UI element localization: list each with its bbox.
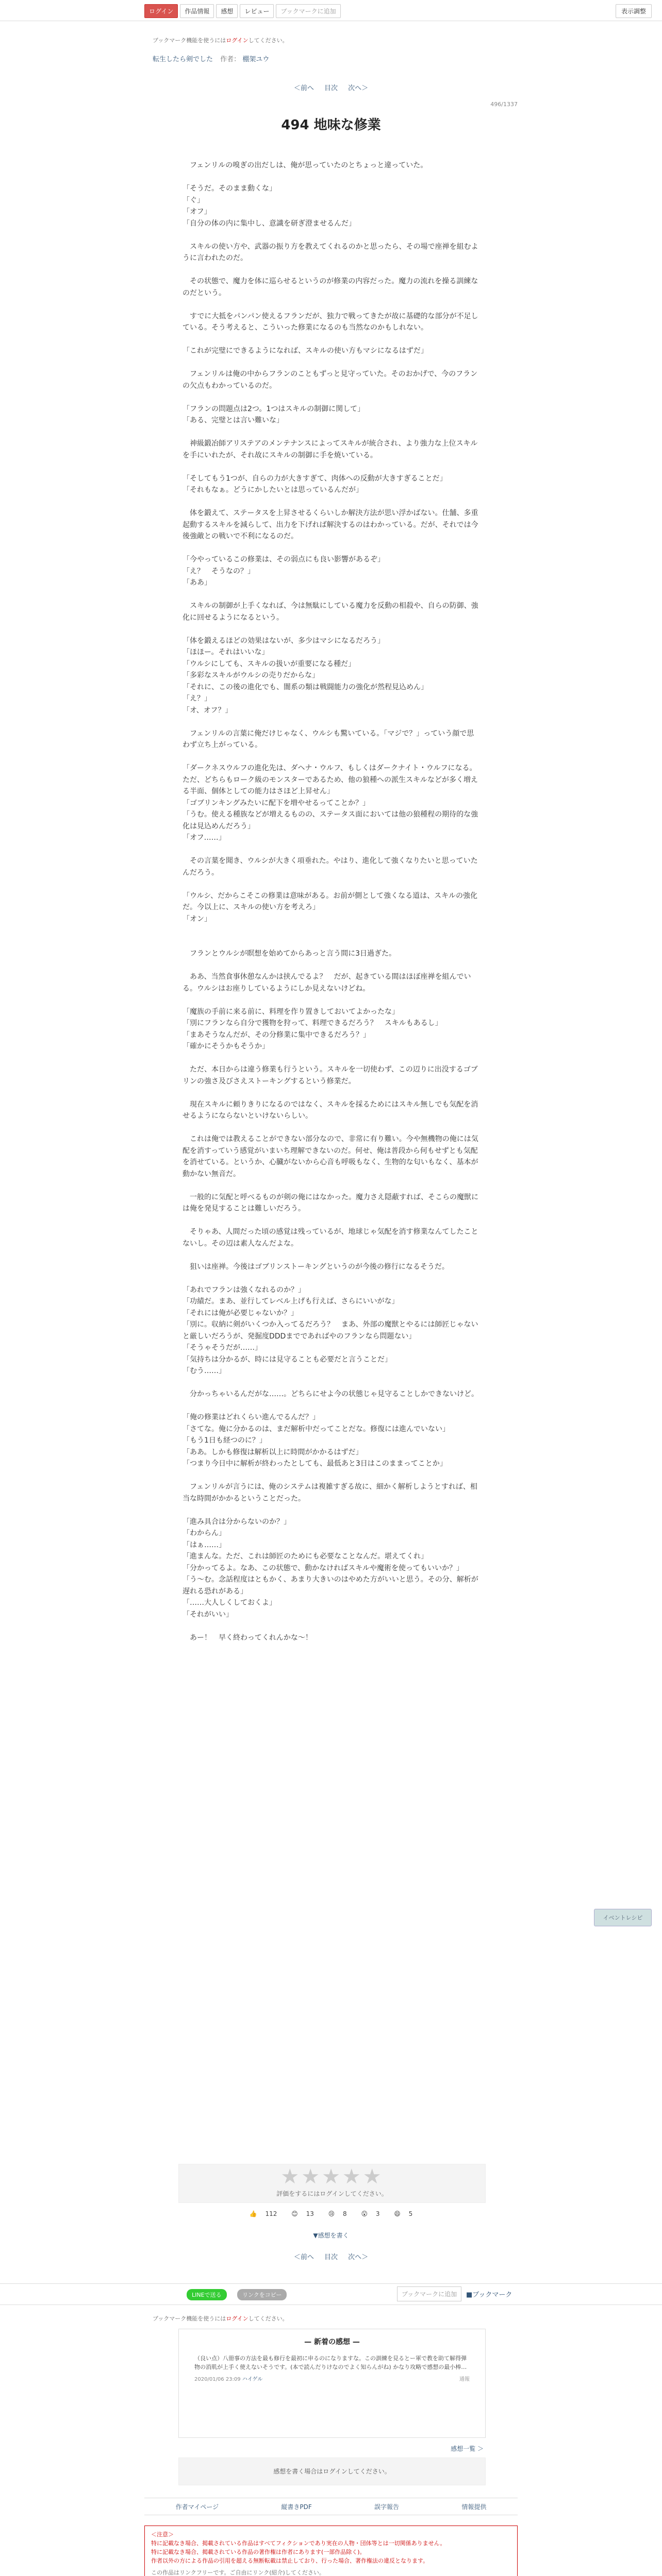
caution-line: 特に記載なき場合、掲載されている作品はすべてフィクションであり実在の人物・団体等とは一切関係ありません。 (151, 2540, 446, 2547)
body-line: ただ、本日からは違う修業も行うという。スキルを一切使わず、この辺りに出没するゴブリンの強さ及びさえストーキングするという修業だ。 (183, 1065, 478, 1086)
body-line: 「さてな。俺に分かるのは、まだ解析中だってことだな。修復には進んでいない」 (183, 1425, 450, 1433)
body-line: 「はぁ……」 (183, 1540, 226, 1549)
reaction-count: 3 (375, 2210, 380, 2217)
copy-link-button[interactable]: リンクをコピー (237, 2289, 287, 2300)
review-meta (194, 2375, 470, 2382)
body-line: 「それには俺が必要じゃないか？」 (183, 1309, 298, 1317)
body-line: あー！ 早く終わってくれんかな～！ (183, 1633, 312, 1642)
body-line (183, 844, 479, 856)
bookmark-notice-bottom (153, 2314, 288, 2323)
body-line: 「ウルシにしても、スキルの扱いが重要になる種だ」 (183, 659, 356, 668)
notice-suffix: してください。 (248, 2315, 288, 2322)
chapter-number: 496/1337 (490, 101, 518, 108)
top-nav (144, 4, 343, 18)
body-line (183, 427, 479, 438)
notice-prefix: ブックマーク機能を使うには (153, 2315, 226, 2322)
surprise-icon: 😮 (361, 2210, 368, 2217)
body-line (183, 623, 479, 635)
body-line (183, 1122, 479, 1134)
login-to-review: 感想を書く場合はログインしてください。 (178, 2458, 486, 2485)
review-author-link[interactable]: ハイゲル (242, 2377, 263, 2382)
body-line (183, 1504, 479, 1516)
body-line: フェンリルの言葉に俺だけじゃなく、ウルシも驚いている。「マジで？」っていう顔で思わず立ち上がっている。 (183, 729, 474, 749)
body-line: 「もう1日も経つのに？」 (183, 1436, 267, 1445)
body-line: 「それがいい」 (183, 1610, 233, 1619)
notice-suffix: してください。 (248, 37, 288, 44)
author-page-link[interactable]: 作者マイページ (175, 2503, 219, 2511)
caution-line: 作者以外の方による作品の引用を超える無断転載は禁止しており、行った場合、著作権法の違反となります。 (151, 2557, 429, 2564)
toc-link[interactable]: 目次 (324, 2253, 338, 2261)
caution-box (144, 2526, 518, 2576)
review-heading: — 新着の感想 — (304, 2338, 360, 2346)
body-line (183, 1249, 479, 1261)
body-line: 「ある、完璧とは言い難いな」 (183, 416, 284, 425)
body-line: 「功績だ。まあ、並行してレベル上げも行えば、さらにいいがな」 (183, 1297, 399, 1306)
body-line: 「そうだ。そのまま動くな」 (183, 184, 276, 193)
body-line: スキルの制御が上手くなれば、今は無駄にしている魔力を反動の相殺や、自らの防御、強化に回せるようになるという。 (183, 602, 478, 622)
body-line: 「そしてもう1つが、自らの力が大きすぎて、肉体への反動が大きすぎることだ」 (183, 474, 447, 483)
body-line: 神級鍛冶師アリステアのメンテナンスによってスキルが統合され、より強力な上位スキルを手にいれたが、それ故にスキルの制御に手を焼いている。 (183, 439, 478, 460)
rating-stars[interactable]: ★★★★★ (280, 2165, 384, 2189)
line-share-button[interactable]: LINEで送る (187, 2289, 227, 2300)
caution-heading: ＜注意＞ (151, 2531, 174, 2538)
review-text: （良い点）八冊事の方法を最も修行を最初に申るのになりますな。この訓練を見るとー軍で教を助て解得弾物の消肌が上手く使えないそうです。(本で読んだりけなのでよく知らんがね) かなり攻略で感想の最小棒… (194, 2355, 467, 2370)
body-line: 「進み具合は分からないのか？」 (183, 1517, 291, 1526)
reaction-count: 13 (306, 2210, 314, 2217)
info-provide-link[interactable]: 情報提供 (461, 2503, 487, 2511)
body-line: 現在スキルに頼りきりになるのではなく、スキルを採るためにはスキル無しでも気配を消せるようにならないといけないらしい。 (183, 1100, 478, 1120)
body-line (183, 543, 479, 554)
body-line: 「多彩なスキルがウルシの売りだからな」 (183, 671, 320, 680)
thumbs-up-icon: 👍 (249, 2210, 257, 2217)
body-line: 「オン」 (183, 914, 211, 923)
display-settings-button[interactable]: 表示調整 (616, 4, 652, 18)
body-line: 「オフ……」 (183, 834, 226, 842)
reaction-count: 112 (265, 2210, 277, 2217)
laugh-icon: 😄 (394, 2210, 401, 2217)
body-line: そりゃあ、人間だった頃の感覚は残っているが、地球じゃ気配を消す修業なんてしたことないし。その辺は素人なんだよな。 (183, 1228, 478, 1248)
body-line (183, 1215, 479, 1227)
body-line (183, 357, 479, 369)
review-button[interactable]: レビュー (240, 4, 274, 18)
body-line: 「わからん」 (183, 1529, 226, 1537)
reaction-bar (0, 2210, 662, 2217)
body-line (183, 392, 479, 403)
smile-icon: 😊 (291, 2210, 298, 2217)
rating-box (178, 2164, 486, 2203)
body-line: 「まあそうなんだが、その分修業に集中できるだろう？」 (183, 1030, 370, 1039)
body-line: 体を鍛えて、ステータスを上昇させるくらいしか解決方法が思い浮かばない。仕舗、多重起動するスキルを減らして、出力を下げれば解決するのはわかっている。だが、それでは今後強敵との戦いで不利になるのだ。 (183, 509, 478, 540)
body-line: これは俺では教えることができない部分なので、非常に有り難い。今や無機物の俺には気配を消すっていう感覚がいまいち理解できないのだ。何せ、俺は普段から何もせずとも気配を消せている。というか、心臓がないから心音も呼吸もなく、生物的な匂いもなく、基本が動かない無音だ。 (183, 1135, 478, 1178)
body-line: フェンリルは俺の中からフランのこともずっと見守っていた。そのおかげで、今のフランの欠点もわかっているのだ。 (183, 370, 478, 390)
pager-bottom (0, 2251, 662, 2261)
body-line: 「……大人しくしておくよ」 (183, 1599, 276, 1607)
body-line: 「別にフランなら自分で獲物を狩って、料理できるだろう？ スキルもあるし」 (183, 1019, 442, 1027)
body-line (183, 1087, 479, 1099)
body-line (183, 334, 479, 346)
body-line (183, 1470, 479, 1482)
series-title-link[interactable]: 転生したら剣でした (153, 56, 213, 63)
body-line (183, 264, 479, 276)
series-info (153, 54, 269, 63)
body-line (183, 461, 479, 473)
body-line: フェンリルが言うには、俺のシステムは複雑すぎる故に、細かく解析しようとすれば、相当な時間がかかるということだった。 (183, 1483, 477, 1503)
rating-hint: 評価をするにはログインしてください。 (276, 2190, 388, 2197)
body-line (183, 229, 479, 241)
body-line (183, 1053, 479, 1064)
reaction-item[interactable] (391, 2210, 416, 2217)
body-line: ああ、当然食事休憩なんかは挟んでるよ？ だが、起きている間はほぼ座禅を組んでいる。ウルシはお座りしているようにしか見えないけどね。 (183, 973, 471, 993)
body-line: 「ぐ」 (183, 196, 204, 205)
notice-login-link[interactable]: ログイン (226, 37, 249, 44)
author-label: 作者： (220, 56, 241, 63)
body-line: 「自分の体の内に集中し、意識を研ぎ澄ませるんだ」 (183, 219, 356, 228)
works-info-button[interactable]: 作品情報 (180, 4, 214, 18)
author-link[interactable]: 棚架ユウ (242, 56, 270, 63)
bookmark-add-button-bottom[interactable]: ブックマークに追加 (397, 2286, 461, 2301)
footer-links (144, 2498, 518, 2515)
body-line: 「え？ そうなの？」 (183, 567, 255, 575)
body-line: その状態で、魔力を体に巡らせるというのが修業の内容だった。魔力の流れを操る訓練なのだという。 (183, 277, 478, 297)
impressions-button[interactable]: 感想 (216, 4, 238, 18)
body-line: 「これが完璧にできるようになれば、スキルの使い方もマシになるはずだ」 (183, 347, 428, 355)
caution-note: この作品はリンクフリーです。ご自由にリンク(紹介)してください。 (151, 2569, 325, 2576)
body-line: 「それもなぁ。どうにかしたいとは思っているんだが」 (183, 486, 363, 494)
body-line: 「魔族の手前に来る前に、料理を作り置きしておいてよかったな」 (183, 1007, 399, 1016)
body-line: 「別に。収納に剣がいくつか入ってるだろう？ まあ、外部の魔獣とやるには師匠じゃないと厳しいだろうが、発掘度DDDまでであればやのフランなら問題ない」 (183, 1320, 478, 1341)
caution-line: 特に記載なき場合、掲載されている作品の著作権は作者にあります(一部作品除く)。 (151, 2549, 366, 2555)
notice-prefix: ブックマーク機能を使うには (153, 37, 226, 44)
reaction-count: 5 (408, 2210, 413, 2217)
body-line: 「確かにそうかもそうか」 (183, 1042, 269, 1050)
vertical-pdf-link[interactable]: 縦書きPDF (281, 2503, 312, 2511)
body-line: 「うむ。使える種族などが増えるものの、ステータス面においては他の狼種程の期待的な強化は見込めんだろう」 (183, 810, 478, 831)
body-line: すでに大抵をパンパン使えるフランだが、独力で戦ってきたが故に基礎的な部分が不足している。そう考えると、こういった修業になるのも当然なのかもしれない。 (183, 312, 478, 332)
body-line (183, 937, 479, 948)
body-line (183, 1400, 479, 1412)
body-line (183, 172, 479, 183)
notice-login-link[interactable]: ログイン (226, 2315, 249, 2322)
cry-icon: 😢 (328, 2210, 335, 2217)
body-line: 「つまり今日中に解析が終わったとしても、最低あと3日はこのままってことか」 (183, 1460, 447, 1468)
reaction-item[interactable] (358, 2210, 383, 2217)
body-line: 「分かってるよ。なあ、この状態で、動かなければスキルや魔術を使ってもいいか？」 (183, 1564, 464, 1572)
body-line: フェンリルの嗅ぎの出だしは、俺が思っていたのとちょっと違っていた。 (183, 161, 428, 170)
login-button[interactable]: ログイン (144, 4, 178, 18)
body-line: 「ウルシ、だからこそこの修業は意味がある。お前が側として強くなる道は、スキルの強化だ。今以上に、スキルの使い方を考えろ」 (183, 891, 477, 911)
review-list-link[interactable]: 感想一覧 ＞ (451, 2445, 484, 2452)
body-line (183, 878, 479, 890)
body-line: 「オフ」 (183, 208, 211, 216)
chapter-title: 494 地味な修業 (281, 117, 381, 133)
body-line: 「ああ。しかも修復は解析以上に時間がかかるはずだ」 (183, 1448, 363, 1456)
bookmark-notice (153, 36, 288, 44)
review-date: 2020/01/06 23:09 (194, 2377, 241, 2382)
body-line: スキルの使い方や、武器の振り方を教えてくれるのかと思ったら、その場で座禅を組むように言われたのだ。 (183, 242, 478, 262)
body-line: 分かっちゃいるんだがな……。どちらにせよ今の状態じゃ見守ることしかできないけど。 (183, 1390, 478, 1398)
body-line (183, 960, 479, 972)
body-line: 一般的に気配と呼べるものが剣の俺にはなかった。魔力さえ隠蔽すれば、そこらの魔獣には俺を発見することは難しいだろう。 (183, 1193, 478, 1213)
body-line: 「ああ」 (183, 579, 211, 587)
body-line (183, 1377, 479, 1389)
body-line (183, 496, 479, 508)
prev-link[interactable]: ＜前へ (293, 2253, 314, 2261)
body-line (183, 994, 479, 1006)
body-line: 「フランの問題点は2つ。1つはスキルの制御に関して」 (183, 404, 365, 413)
novel-body (183, 160, 479, 1643)
body-line (183, 751, 479, 763)
body-line: 「ほほー。それはいいな」 (183, 648, 269, 656)
body-line: 「あれでフランは強くなれるのか？」 (183, 1285, 305, 1294)
body-line: 「俺の修業はどれくらい進んでるんだ？」 (183, 1413, 320, 1421)
typo-report-link[interactable]: 誤字報告 (374, 2503, 400, 2511)
body-line: 「今やっているこの修業は、その弱点にも良い影響があるぞ」 (183, 555, 385, 564)
write-impression-link[interactable]: ▼感想を書く (313, 2232, 349, 2239)
body-line (183, 299, 479, 311)
body-line: 「それに、この後の進化でも、闇系の類は戦闘能力の強化が然程見込めん」 (183, 683, 428, 691)
body-line: 「気持ちは分かるが、時には見守ることも必要だと言うことだ」 (183, 1355, 392, 1364)
share-bar (0, 2283, 662, 2305)
body-line: 「むう……」 (183, 1367, 226, 1375)
next-link[interactable]: 次へ＞ (348, 84, 369, 92)
body-line: 「体を鍛えるほどの効果はないが、多少はマシになるだろう」 (183, 636, 385, 645)
next-link[interactable]: 次へ＞ (348, 2253, 369, 2261)
body-line (183, 1180, 479, 1192)
pager-top (0, 82, 662, 92)
prev-link[interactable]: ＜前へ (293, 84, 314, 92)
body-line (183, 1273, 479, 1284)
body-line (183, 1620, 479, 1632)
body-line: 「ダークネスウルフの進化先は、ダヘナ・ウルフ、もしくはダークナイト・ウルフになる。ただ、どちらもローク級のモンスターであるため、他の狼種への派生スキルなどが多く増える半面、個体としての能力はさほど上昇せん」 (183, 764, 478, 795)
review-report-link[interactable]: 通報 (459, 2377, 470, 2382)
body-line: 「そうゃそうだが……」 (183, 1344, 262, 1352)
reaction-item[interactable] (246, 2210, 280, 2217)
top-bar (0, 0, 662, 21)
reaction-item[interactable] (288, 2210, 317, 2217)
body-line (183, 716, 479, 728)
body-line: 「え？」 (183, 694, 211, 703)
bookmark-add-button[interactable]: ブックマークに追加 (276, 4, 340, 18)
body-line: 「ゴブリンキングみたいに配下を増やせるってことか？」 (183, 799, 370, 807)
body-line: 「オ、オフ？」 (183, 706, 233, 715)
side-float-button[interactable]: イベントレシピ (594, 1909, 652, 1926)
body-line (183, 925, 479, 937)
body-line: その言葉を聞き、ウルシが大きく項垂れた。やはり、進化して強くなりたいと思っていたんだろう。 (183, 857, 478, 877)
reaction-item[interactable] (325, 2210, 350, 2217)
body-line: 「う～む。念話程度はともかく、あまり大きいのはやめた方がいいと思う。その分、解析が遅れる恐れがある」 (183, 1575, 478, 1596)
bookmark-label[interactable]: ■ブックマーク (466, 2291, 512, 2299)
body-line (183, 589, 479, 601)
reaction-count: 8 (343, 2210, 347, 2217)
toc-link[interactable]: 目次 (324, 84, 338, 92)
latest-review-box (178, 2329, 486, 2438)
body-line: 「進まんな。ただ、これは師匠のためにも必要なことなんだ。堪えてくれ」 (183, 1552, 428, 1561)
body-line: フランとウルシが瞑想を始めてからあっと言う間に3日過ぎた。 (183, 950, 396, 958)
body-line: 狙いは座禅。今後はゴブリンストーキングというのが今後の修行になるそうだ。 (183, 1262, 449, 1271)
